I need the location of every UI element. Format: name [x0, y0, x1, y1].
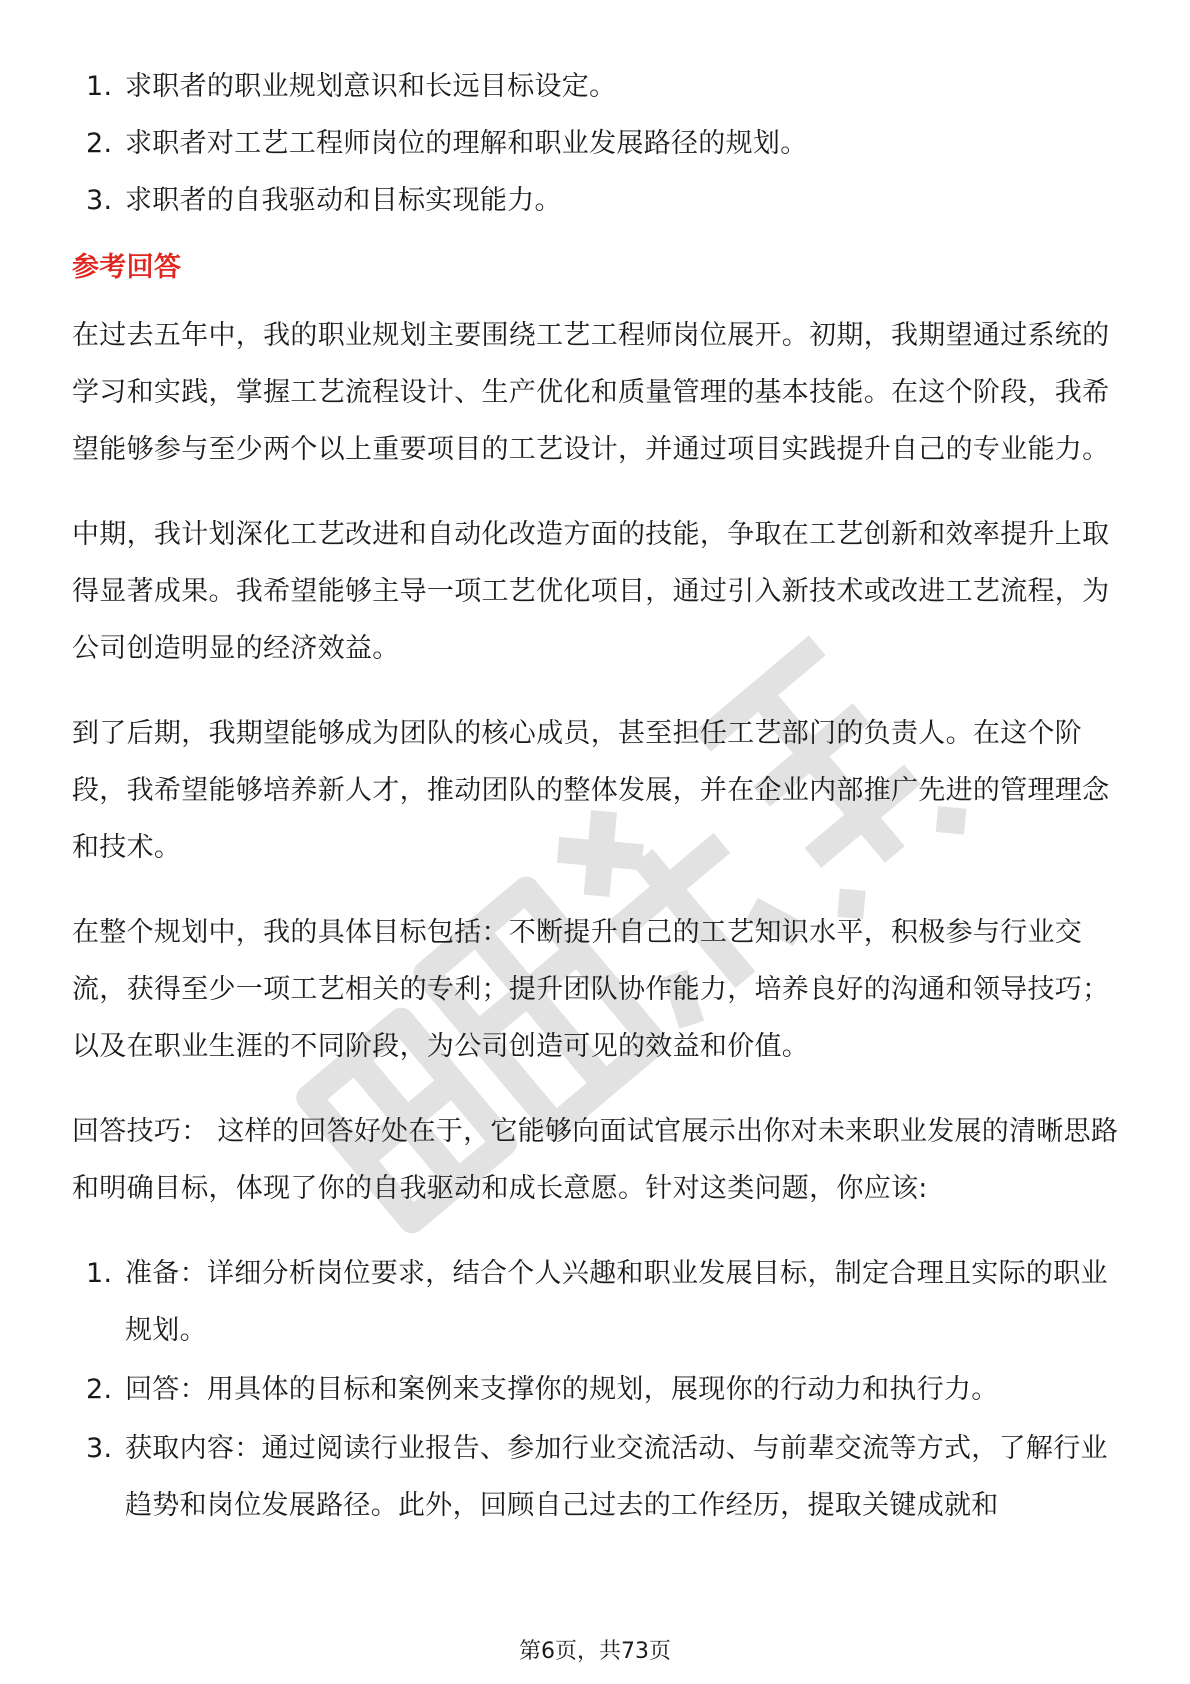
answer-paragraph-1: 在过去五年中，我的职业规划主要围绕工艺工程师岗位展开。初期，我期望通过系统的学习和实践，掌握工艺流程设计、生产优化和质量管理的基本技能。在这个阶段，我希望能够参与至少两个以上重要项目的工艺设计，并通过项目实践提升自己的专业能力。	[72, 320, 1110, 465]
tips-paragraph: 回答技巧： 这样的回答好处在于，它能够向面试官展示出你对未来职业发展的清晰思路和明确目标，体现了你的自我驱动和成长意愿。针对这类问题，你应该:	[72, 1116, 1119, 1204]
list-number: 3.	[86, 1433, 113, 1464]
list-item	[72, 1420, 1124, 1534]
answer-paragraph-3: 到了后期，我期望能够成为团队的核心成员，甚至担任工艺部门的负责人。在这个阶段，我希望能够培养新人才，推动团队的整体发展，并在企业内部推广先进的管理理念和技术。	[72, 718, 1110, 863]
page-number-footer: 第6页，共73页	[519, 1639, 671, 1664]
list-number: 1.	[86, 71, 113, 102]
answer-paragraph-4: 在整个规划中，我的具体目标包括：不断提升自己的工艺知识水平，积极参与行业交流，获得至少一项工艺相关的专利；提升团队协作能力，培养良好的沟通和领导技巧；以及在职业生涯的不同阶段，为公司创造可见的效益和价值。	[72, 917, 1110, 1062]
list-number: 1.	[86, 1258, 113, 1289]
list-item-text: 获取内容：通过阅读行业报告、参加行业交流活动、与前辈交流等方式，了解行业趋势和岗位发展路径。此外，回顾自己过去的工作经历，提取关键成就和	[125, 1433, 1108, 1521]
list-item-text: 求职者的自我驱动和目标实现能力。	[125, 185, 562, 216]
main-content	[72, 58, 1124, 1536]
list-item	[72, 1245, 1124, 1359]
list-item-text: 求职者的职业规划意识和长远目标设定。	[125, 71, 617, 102]
tips-list	[72, 1245, 1124, 1534]
list-item-text: 回答：用具体的目标和案例来支撑你的规划，展现你的行动力和执行力。	[125, 1374, 999, 1405]
list-number: 3.	[86, 185, 113, 216]
list-item	[72, 172, 1124, 229]
list-item-text: 求职者对工艺工程师岗位的理解和职业发展路径的规划。	[125, 128, 808, 159]
answer-paragraph-2: 中期，我计划深化工艺改进和自动化改造方面的技能，争取在工艺创新和效率提升上取得显著成果。我希望能够主导一项工艺优化项目，通过引入新技术或改进工艺流程，为公司创造明显的经济效益。	[72, 519, 1110, 664]
list-item	[72, 58, 1124, 115]
list-item	[72, 115, 1124, 172]
list-item	[72, 1361, 1124, 1418]
list-number: 2.	[86, 128, 113, 159]
list-item-text: 准备：详细分析岗位要求，结合个人兴趣和职业发展目标，制定合理且实际的职业规划。	[125, 1258, 1108, 1346]
criteria-list	[72, 58, 1124, 229]
section-heading: 参考回答	[72, 252, 182, 283]
list-number: 2.	[86, 1374, 113, 1405]
